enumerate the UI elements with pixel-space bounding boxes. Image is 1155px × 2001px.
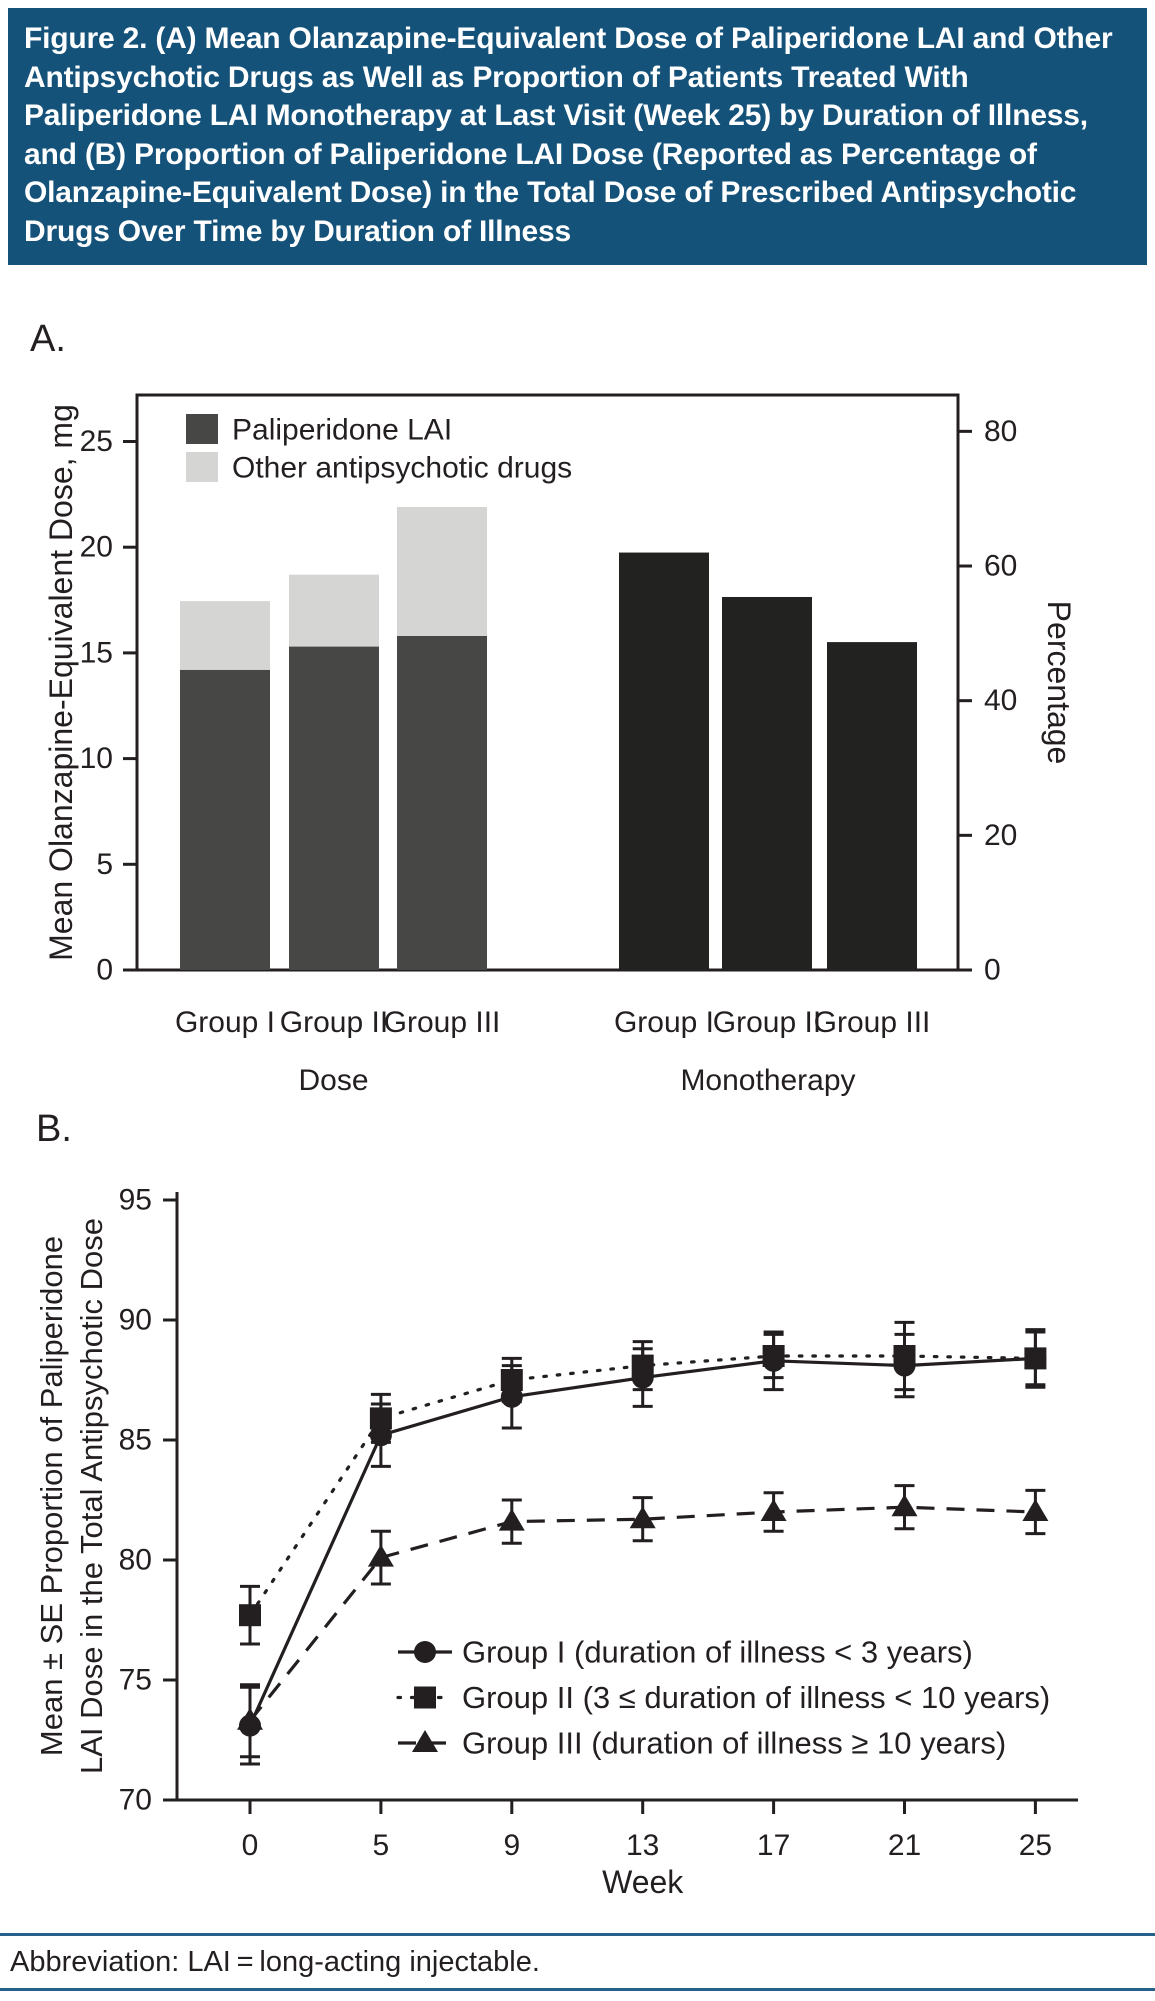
x-axis-title: Week — [602, 1864, 684, 1900]
category-label-dose-group-ii: Group II — [279, 1006, 389, 1039]
panel-b-line-chart — [0, 1100, 1155, 1933]
category-label-monotherapy-group-ii: Group II — [712, 1006, 822, 1039]
data-point-group-ii-3-duration-of-illness-10-years-week-9 — [501, 1369, 523, 1391]
legend-item-group-i-duration-of-illness-3-years — [398, 1635, 973, 1670]
left-axis-tick-label: 0 — [96, 953, 113, 987]
y-axis-tick-label: 85 — [118, 1423, 152, 1457]
y-axis-tick-label: 90 — [118, 1303, 152, 1337]
right-axis-tick-label: 80 — [984, 414, 1018, 448]
data-point-group-iii-duration-of-illness-10-years-week-9 — [499, 1509, 525, 1531]
panel-b-label: B. — [36, 1108, 72, 1150]
left-axis-tick-label: 25 — [79, 425, 113, 459]
x-axis-tick-label: 5 — [372, 1829, 390, 1862]
data-point-group-ii-3-duration-of-illness-10-years-week-0 — [239, 1604, 261, 1626]
data-point-group-ii-3-duration-of-illness-10-years-week-25 — [1024, 1347, 1046, 1369]
bar-dose-group-iii-other-antipsychotic-drugs — [397, 507, 487, 636]
bar-dose-group-i-other-antipsychotic-drugs — [180, 601, 270, 670]
panel-a-label: A. — [30, 318, 66, 360]
legend-label: Group I (duration of illness < 3 years) — [462, 1634, 973, 1670]
footer-rule-top — [0, 1933, 1155, 1936]
legend-swatch-other-antipsychotic-drugs — [186, 452, 218, 482]
y-axis-tick-label: 95 — [118, 1183, 152, 1217]
abbreviation-note: Abbreviation: LAI = long-acting injectable. — [10, 1946, 540, 1978]
data-point-group-iii-duration-of-illness-10-years-week-21 — [892, 1494, 918, 1516]
x-axis-tick-label: 17 — [756, 1829, 791, 1862]
bar-dose-group-ii-paliperidone-lai — [289, 647, 379, 970]
legend-marker-circle — [414, 1641, 436, 1663]
legend-label: Group III (duration of illness ≥ 10 years) — [462, 1725, 1007, 1761]
group-axis-label-monotherapy: Monotherapy — [680, 1064, 856, 1097]
right-axis-tick-label: 60 — [984, 549, 1018, 583]
right-axis-tick-label: 0 — [984, 953, 1001, 987]
legend-label-paliperidone-lai: Paliperidone LAI — [232, 413, 453, 447]
legend-label: Group II (3 ≤ duration of illness < 10 years) — [462, 1680, 1051, 1715]
legend-marker-triangle — [412, 1730, 438, 1752]
figure-title: Figure 2. (A) Mean Olanzapine-Equivalent Dose of Paliperidone LAI and Other Antipsychotic Drugs as Well as Proportion of Patients Treated With Paliperidone LAI Monotherapy at Last Visit (Week 25) by Duration of Illness, and (B) Proportion of Paliperidone LAI Dose (Reported as Percentage of Olanzapine-Equivalent Dose) in the Total Dose of Prescribed Antipsychotic Drugs Over Time by Duration of Illness — [24, 22, 1113, 248]
legend-item-group-iii-duration-of-illness-10-years — [398, 1726, 1006, 1761]
left-axis-tick-label: 20 — [79, 530, 113, 564]
left-axis-tick-label: 15 — [79, 636, 113, 670]
data-point-group-ii-3-duration-of-illness-10-years-week-17 — [763, 1345, 785, 1367]
legend-marker-square — [414, 1687, 436, 1709]
x-axis-tick-label: 0 — [241, 1829, 259, 1862]
data-point-group-ii-3-duration-of-illness-10-years-week-13 — [632, 1355, 654, 1377]
data-point-group-iii-duration-of-illness-10-years-week-25 — [1022, 1499, 1048, 1521]
y-axis-tick-label: 70 — [118, 1783, 152, 1817]
left-axis-tick-label: 10 — [79, 742, 113, 776]
y-axis-tick-label: 80 — [118, 1543, 152, 1577]
bar-dose-group-i-paliperidone-lai — [180, 670, 270, 970]
y-axis-title: Mean ± SE Proportion of Paliperidone LAI Dose in the Total Antipsychotic Dose — [34, 1217, 109, 1775]
bar-monotherapy-group-i-paliperidone-lai-monotherapy — [619, 553, 709, 970]
right-axis-tick-label: 20 — [984, 818, 1018, 852]
figure-title-bar — [8, 8, 1147, 265]
x-axis-tick-label: 25 — [1018, 1829, 1053, 1862]
category-label-dose-group-iii: Group III — [383, 1006, 501, 1039]
y-axis-tick-label: 75 — [118, 1663, 152, 1697]
data-point-group-ii-3-duration-of-illness-10-years-week-5 — [370, 1407, 392, 1429]
right-axis-tick-label: 40 — [984, 684, 1018, 718]
panel-a-bar-chart — [0, 300, 1155, 1100]
left-axis-title: Mean Olanzapine-Equivalent Dose, mg — [43, 404, 79, 961]
data-point-group-iii-duration-of-illness-10-years-week-17 — [761, 1499, 787, 1521]
bar-monotherapy-group-iii-paliperidone-lai-monotherapy — [827, 642, 917, 970]
category-label-monotherapy-group-iii: Group III — [813, 1006, 931, 1039]
bar-dose-group-ii-other-antipsychotic-drugs — [289, 575, 379, 647]
legend-label-other-antipsychotic-drugs: Other antipsychotic drugs — [232, 451, 573, 485]
group-axis-label-dose: Dose — [298, 1064, 369, 1097]
bar-monotherapy-group-ii-paliperidone-lai-monotherapy — [722, 597, 812, 970]
category-label-monotherapy-group-i: Group I — [613, 1006, 715, 1039]
footer-rule-bottom — [0, 1988, 1155, 1991]
x-axis-tick-label: 21 — [887, 1829, 922, 1862]
x-axis-tick-label: 9 — [503, 1829, 521, 1862]
bar-dose-group-iii-paliperidone-lai — [397, 636, 487, 970]
legend-item-group-ii-3-duration-of-illness-10-years — [398, 1680, 1050, 1715]
data-point-group-ii-3-duration-of-illness-10-years-week-21 — [894, 1345, 916, 1367]
x-axis-tick-label: 13 — [626, 1829, 660, 1862]
left-axis-tick-label: 5 — [96, 847, 113, 881]
legend-swatch-paliperidone-lai — [186, 414, 218, 444]
category-label-dose-group-i: Group I — [174, 1006, 276, 1039]
right-axis-title: Percentage — [1041, 600, 1077, 765]
